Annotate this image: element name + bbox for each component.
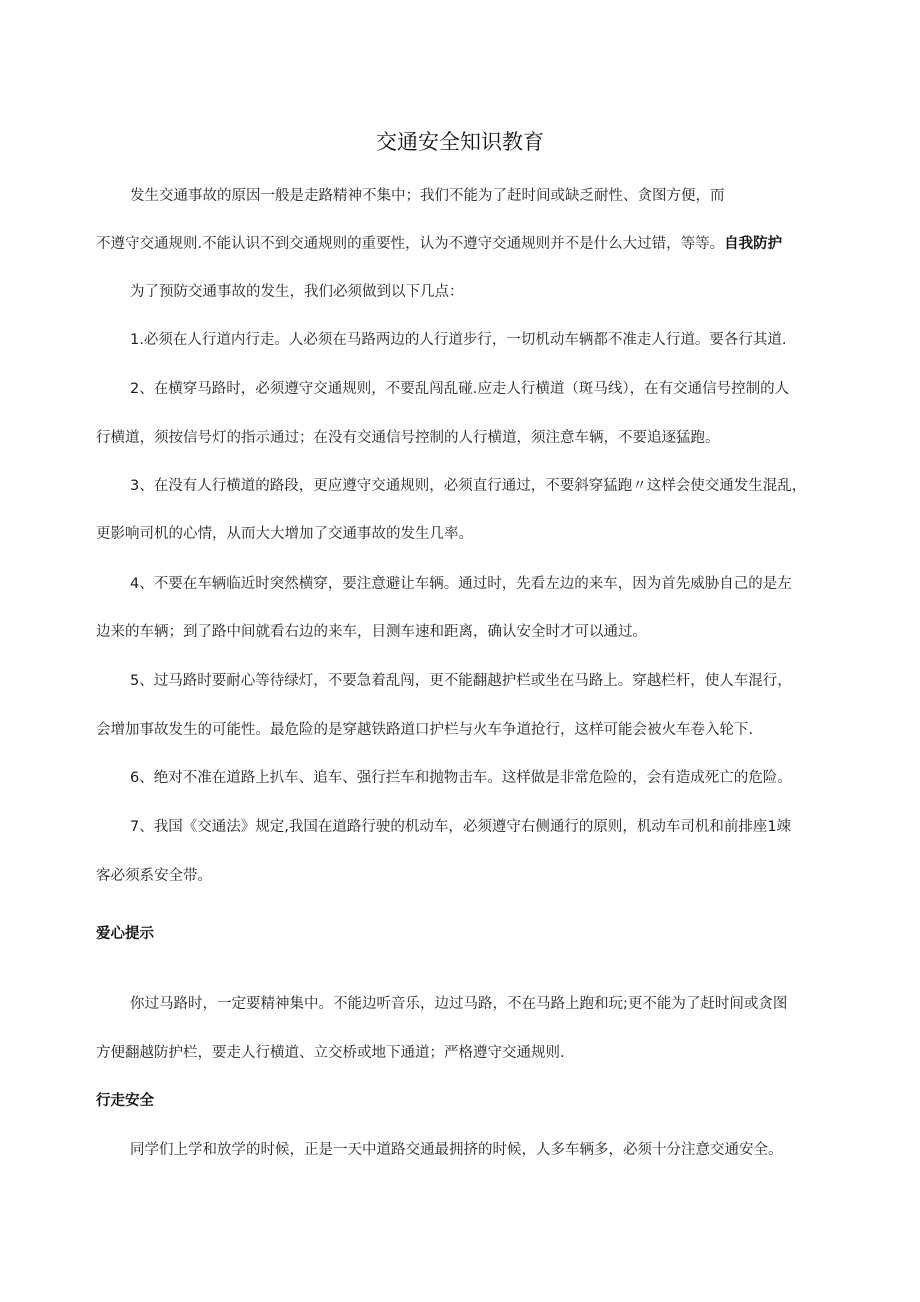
love-tip-heading: 爱心提示 — [96, 926, 154, 942]
love-tip-line-1: 你过马路时，一定要精神集中。不能边听音乐，边过马路，不在马路上跑和玩;更不能为了赶时间或贪图 — [130, 996, 788, 1012]
rule-2-line-2: 行横道，须按信号灯的指示通过；在没有交通信号控制的人行横道，须注意车辆，不要追逐猛跑。 — [96, 430, 720, 446]
walking-safety-heading: 行走安全 — [96, 1093, 154, 1109]
rule-5-line-1: 5、过马路时要耐心等待绿灯，不要急着乱闯，更不能翻越护栏或坐在马路上。穿越栏杆，使人车混行， — [130, 673, 792, 689]
page-title: 交通安全知识教育 — [376, 130, 544, 154]
intro-line-2 — [96, 234, 782, 254]
rule-6: 6、绝对不准在道路上扒车、追车、强行拦车和抛物击车。这样做是非常危险的，会有造成死亡的危险。 — [130, 770, 792, 786]
rule-4-line-2: 边来的车辆；到了路中间就看右边的来车，目测车速和距离，确认安全时才可以通过。 — [96, 624, 647, 640]
rule-1: 1.必须在人行道内行走。人必须在马路两边的人行道步行，一切机动车辆都不准走人行道。要各行其道. — [130, 332, 787, 348]
rule-3-line-2: 更影响司机的心情，从而大大增加了交通事故的发生几率。 — [96, 526, 473, 542]
rule-3-line-1: 3、在没有人行横道的路段，更应遵守交通规则，必须直行通过，不要斜穿猛跑〃这样会使交通发生混乱， — [130, 478, 807, 494]
intro-line-1: 发生交通事故的原因一般是走路精神不集中；我们不能为了赶时间或缺乏耐性、贪图方便，而 — [130, 188, 725, 204]
rule-5-line-2: 会增加事故发生的可能性。最危险的是穿越铁路道口护栏与火车争道抢行，这样可能会被火车卷入轮下. — [96, 722, 754, 738]
intro-line-2-text: 不遵守交通规则.不能认识不到交通规则的重要性，认为不遵守交通规则并不是什么大过错，等等。 — [96, 236, 725, 252]
love-tip-line-2: 方便翻越防护栏，要走人行横道、立交桥或地下通道；严格遵守交通规则. — [96, 1045, 565, 1061]
walking-safety-line-1: 同学们上学和放学的时候，正是一天中道路交通最拥挤的时候，人多车辆多，必须十分注意交通安全。 — [130, 1142, 783, 1158]
self-protection-label: 自我防护 — [724, 236, 783, 252]
intro-line-3: 为了预防交通事故的发生，我们必须做到以下几点： — [130, 284, 464, 300]
rule-4-line-1: 4、不要在车辆临近时突然横穿，要注意避让车辆。通过时，先看左边的来车，因为首先威胁自己的是左 — [130, 576, 792, 592]
rule-7-line-1: 7、我国《交通法》规定,我国在道路行驶的机动车，必须遵守右侧通行的原则，机动车司机和前排座1竦 — [130, 819, 792, 835]
rule-7-line-2: 客必须系安全带。 — [96, 868, 212, 884]
rule-2-line-1: 2、在横穿马路时，必须遵守交通规则，不要乱闯乱碰.应走人行横道（斑马线），在有交通信号控制的人 — [130, 381, 790, 397]
